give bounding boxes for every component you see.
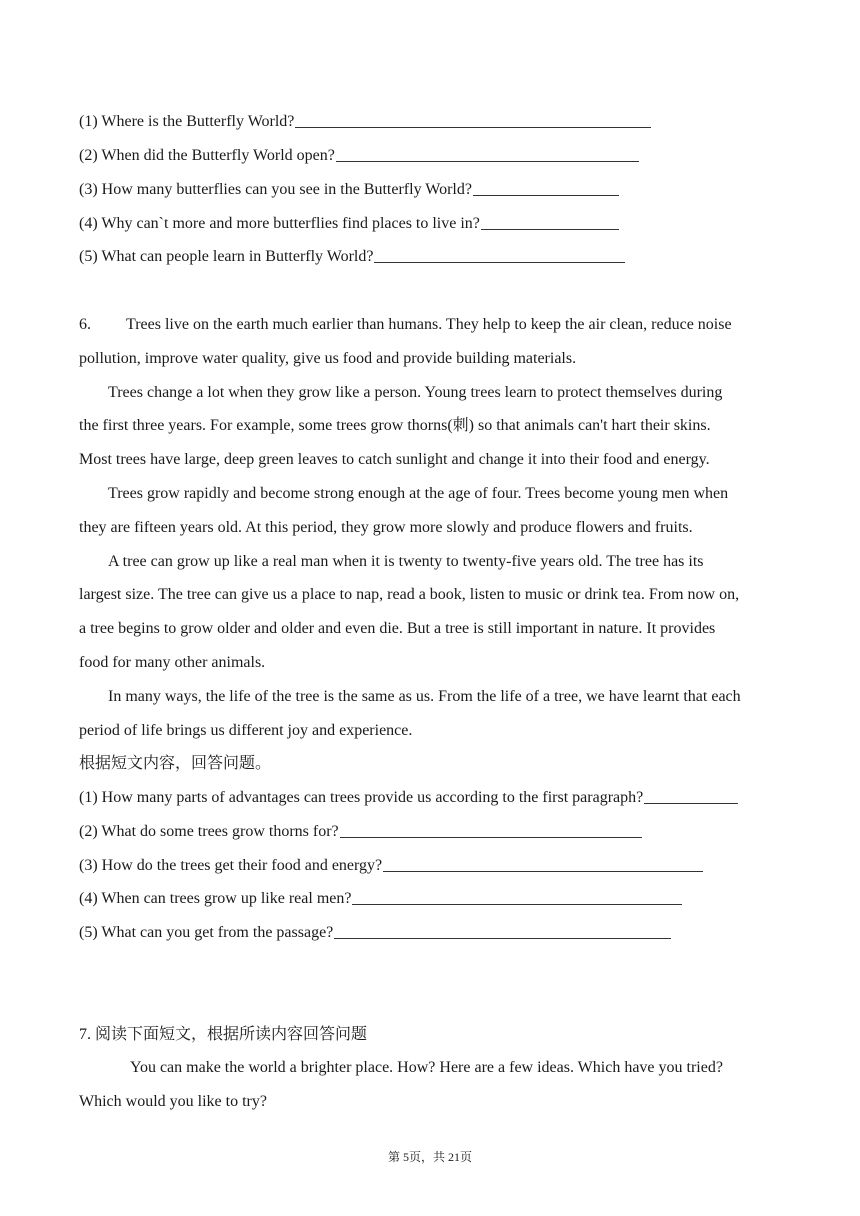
s7-line-1: You can make the world a brighter place. How? Here are a few ideas. Which have you tried? [130, 1059, 723, 1076]
s6-question-2 [79, 821, 784, 843]
answer-blank[interactable] [374, 261, 625, 263]
s5-question-2-text: (2) When did the Butterfly World open? [79, 147, 335, 164]
answer-blank[interactable] [295, 126, 651, 128]
s7-line-2: Which would you like to try? [79, 1093, 267, 1110]
answer-blank[interactable] [644, 802, 738, 804]
answer-blank[interactable] [473, 194, 619, 196]
s6-question-2-text: (2) What do some trees grow thorns for? [79, 823, 339, 840]
s6-question-5 [79, 922, 784, 944]
s6-line-9: largest size. The tree can give us a place to nap, read a book, listen to music or drink tea. From now on, [79, 586, 740, 603]
answer-blank[interactable] [340, 836, 642, 838]
s6-line-2: pollution, improve water quality, give us food and provide building materials. [79, 350, 577, 367]
s6-question-3 [79, 855, 784, 877]
s6-question-4-text: (4) When can trees grow up like real men? [79, 890, 352, 907]
s5-question-4 [79, 213, 784, 235]
s6-line-8: A tree can grow up like a real man when it is twenty to twenty-five years old. The tree has its [108, 553, 704, 570]
s5-question-4-text: (4) Why canˋt more and more butterflies find places to live in? [79, 215, 480, 232]
s6-question-1-text: (1) How many parts of advantages can trees provide us according to the first paragraph? [79, 789, 644, 806]
s5-question-3-text: (3) How many butterflies can you see in the Butterfly World? [79, 181, 472, 198]
s5-question-5 [79, 246, 784, 268]
s6-line-11: food for many other animals. [79, 654, 266, 671]
s6-question-5-text: (5) What can you get from the passage? [79, 924, 334, 941]
s5-question-5-text: (5) What can people learn in Butterfly World? [79, 248, 374, 265]
s6-line-10: a tree begins to grow older and older and even die. But a tree is still important in nature. It provides [79, 620, 716, 637]
s6-line-7: they are fifteen years old. At this period, they grow more slowly and produce flowers and fruits. [79, 519, 693, 536]
s6-line-6: Trees grow rapidly and become strong enough at the age of four. Trees become young men when [108, 485, 729, 502]
s5-question-3 [79, 179, 784, 201]
answer-blank[interactable] [334, 937, 671, 939]
page-footer: 第 5页，共 21页 [387, 1150, 472, 1164]
s6-line-1-text: Trees live on the earth much earlier than humans. They help to keep the air clean, reduce noise [126, 316, 732, 333]
s6-instruction: 根据短文内容，回答问题。 [79, 755, 272, 772]
s6-line-5: Most trees have large, deep green leaves to catch sunlight and change it into their food and energy. [79, 451, 710, 468]
s6-line-1 [79, 314, 784, 336]
s6-question-1 [79, 787, 784, 809]
s5-question-1 [79, 111, 784, 133]
s6-line-4: the first three years. For example, some trees grow thorns(刺) so that animals can't hart their skins. [79, 417, 711, 434]
answer-blank[interactable] [336, 160, 639, 162]
s6-question-4 [79, 888, 784, 910]
s6-number: 6. [79, 316, 91, 333]
s6-question-3-text: (3) How do the trees get their food and energy? [79, 857, 383, 874]
s6-line-3: Trees change a lot when they grow like a person. Young trees learn to protect themselves during [108, 384, 723, 401]
s6-line-13: period of life brings us different joy and experience. [79, 722, 413, 739]
answer-blank[interactable] [352, 903, 682, 905]
s5-question-2 [79, 145, 784, 167]
s7-heading: 7. 阅读下面短文，根据所读内容回答问题 [79, 1026, 368, 1043]
s5-question-1-text: (1) Where is the Butterfly World? [79, 113, 295, 130]
answer-blank[interactable] [481, 228, 619, 230]
s6-line-12: In many ways, the life of the tree is the same as us. From the life of a tree, we have learnt that each [108, 688, 741, 705]
answer-blank[interactable] [383, 870, 703, 872]
